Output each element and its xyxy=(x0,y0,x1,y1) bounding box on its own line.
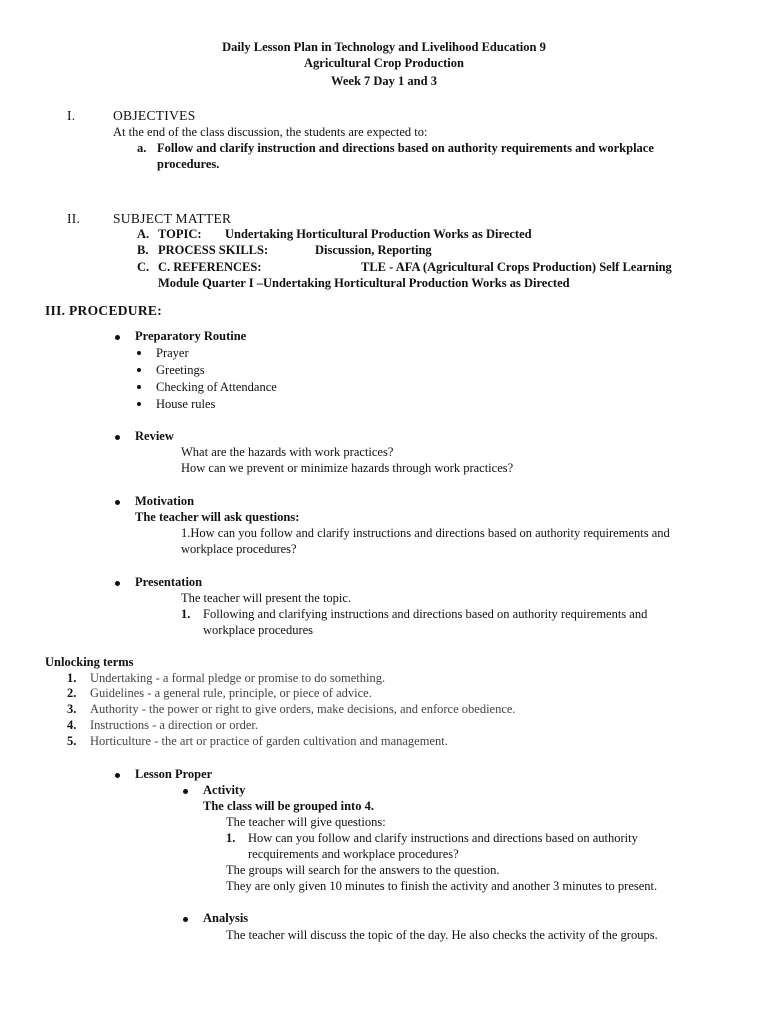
objective-a-text-cont: procedures. xyxy=(157,157,220,171)
bullet-icon xyxy=(137,385,141,389)
activity-question: How can you follow and clarify instructions and directions based on authority xyxy=(248,831,638,845)
header-subject: Agricultural Crop Production xyxy=(304,56,464,70)
subject-skills-key: PROCESS SKILLS: xyxy=(158,243,269,257)
bullet-icon xyxy=(115,335,120,340)
header-title: Daily Lesson Plan in Technology and Livelihood Education 9 xyxy=(222,40,546,54)
analysis-line: The teacher will discuss the topic of the day. He also checks the activity of the groups. xyxy=(226,928,658,942)
activity-question-number: 1. xyxy=(226,831,236,845)
bullet-icon xyxy=(183,789,188,794)
analysis-title: Analysis xyxy=(203,911,249,925)
term-definition: Authority - the power or right to give orders, make decisions, and enforce obedience. xyxy=(90,702,516,716)
unlocking-terms-title: Unlocking terms xyxy=(45,655,134,669)
bullet-icon xyxy=(137,402,141,406)
motivation-subtitle: The teacher will ask questions: xyxy=(135,510,300,524)
term-number: 4. xyxy=(67,718,77,732)
objectives-intro: At the end of the class discussion, the students are expected to: xyxy=(113,125,428,139)
subject-a-label: A. xyxy=(137,227,150,241)
presentation-intro: The teacher will present the topic. xyxy=(181,591,352,605)
motivation-question: 1.How can you follow and clarify instructions and directions based on authority requirements and xyxy=(181,526,670,540)
subject-topic-value: Undertaking Horticultural Production Works as Directed xyxy=(225,227,532,241)
bullet-icon xyxy=(115,581,120,586)
preparatory-routine-title: Preparatory Routine xyxy=(135,329,247,343)
term-definition: Horticulture - the art or practice of garden cultivation and management. xyxy=(90,734,448,748)
subject-c-label: C. xyxy=(137,260,150,274)
presentation-item-number: 1. xyxy=(181,607,191,621)
review-question: How can we prevent or minimize hazards through work practices? xyxy=(181,461,514,475)
subject-references-value-cont: Module Quarter I –Undertaking Horticultural Production Works as Directed xyxy=(158,276,570,290)
activity-title: Activity xyxy=(203,783,246,797)
routine-item: Prayer xyxy=(156,346,189,360)
subject-references-key: C. REFERENCES: xyxy=(158,260,262,274)
activity-line: They are only given 10 minutes to finish the activity and another 3 minutes to present. xyxy=(226,879,658,893)
section-number-subject: II. xyxy=(67,211,81,226)
section-title-subject: SUBJECT MATTER xyxy=(113,211,232,226)
bullet-icon xyxy=(137,368,141,372)
review-title: Review xyxy=(135,429,174,443)
motivation-title: Motivation xyxy=(135,494,195,508)
section-number-objectives: I. xyxy=(67,108,76,123)
section-title-objectives: OBJECTIVES xyxy=(113,108,196,123)
activity-line: The groups will search for the answers to the question. xyxy=(226,863,500,877)
review-question: What are the hazards with work practices? xyxy=(181,445,394,459)
bullet-icon xyxy=(183,917,188,922)
subject-references-value: TLE - AFA (Agricultural Crops Production) Self Learning xyxy=(361,260,672,274)
presentation-item-cont: workplace procedures xyxy=(203,623,314,637)
term-number: 3. xyxy=(67,702,77,716)
objective-a-label: a. xyxy=(137,141,147,155)
activity-question-cont: recquirements and workplace procedures? xyxy=(248,847,459,861)
bullet-icon xyxy=(115,773,120,778)
bullet-icon xyxy=(115,500,120,505)
term-number: 5. xyxy=(67,734,77,748)
subject-b-label: B. xyxy=(137,243,149,257)
subject-skills-value: Discussion, Reporting xyxy=(315,243,432,257)
lesson-proper-title: Lesson Proper xyxy=(135,767,213,781)
presentation-title: Presentation xyxy=(135,575,203,589)
motivation-question-cont: workplace procedures? xyxy=(181,542,297,556)
bullet-icon xyxy=(137,351,141,355)
term-definition: Instructions - a direction or order. xyxy=(90,718,259,732)
subject-topic-key: TOPIC: xyxy=(158,227,202,241)
header-week: Week 7 Day 1 and 3 xyxy=(331,74,437,88)
term-number: 2. xyxy=(67,686,77,700)
activity-subtitle: The class will be grouped into 4. xyxy=(203,799,374,813)
section-title-procedure: III. PROCEDURE: xyxy=(45,303,163,318)
objective-a-text: Follow and clarify instruction and directions based on authority requirements and workplace xyxy=(157,141,654,155)
term-number: 1. xyxy=(67,671,77,685)
routine-item: House rules xyxy=(156,397,216,411)
routine-item: Greetings xyxy=(156,363,205,377)
term-definition: Guidelines - a general rule, principle, or piece of advice. xyxy=(90,686,372,700)
term-definition: Undertaking - a formal pledge or promise to do something. xyxy=(90,671,386,685)
activity-line: The teacher will give questions: xyxy=(226,815,386,829)
presentation-item: Following and clarifying instructions and directions based on authority requirements and xyxy=(203,607,648,621)
routine-item: Checking of Attendance xyxy=(156,380,277,394)
bullet-icon xyxy=(115,435,120,440)
